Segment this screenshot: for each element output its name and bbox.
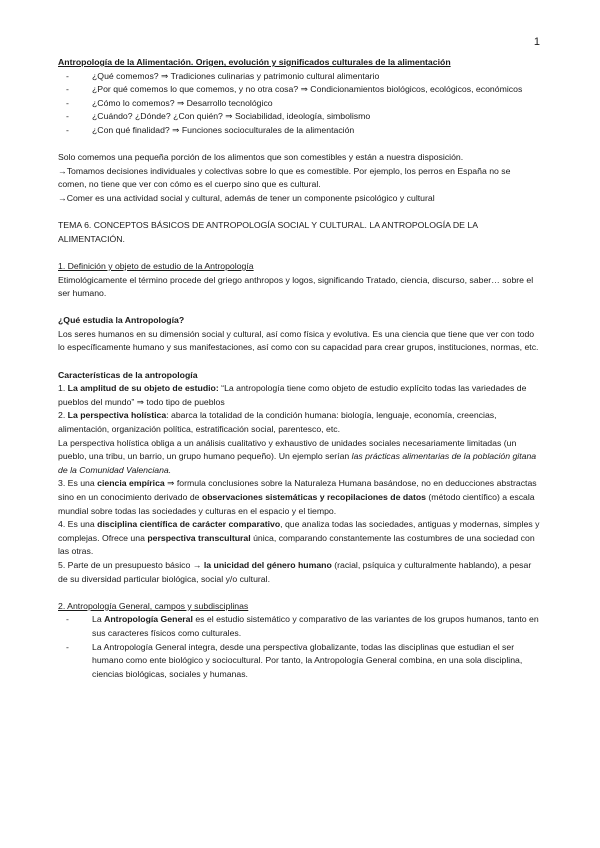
item-text: La [92,614,102,625]
characteristic-5 [58,559,540,586]
item-text: (método científico) a escala mundial sobre todas las sociedades y culturas en el espacio y el tiempo. [58,492,535,516]
item-text: “La antropología tiene como objeto de estudio explícito todas las variedades de pueblos del mundo” ⇒ todo tipo de pueblos [58,383,527,407]
item-text: 3. Es una [58,478,95,489]
intro-paragraph: →Tomamos decisiones individuales y colectivas sobre lo que es comestible. Por ejemplo, los perros en España no se comen, no tiene que ver con cómo es el cuerpo sino que es cultural. [58,165,511,190]
item-text: La perspectiva holística obliga a un análisis cualitativo y exhaustivo de unidades sociales necesariamente limitadas (un pueblo, una tribu, un barrio, un grupo humano pequeño). Un ejemplo serían [58,437,517,462]
document-title: Antropología de la Alimentación. Origen, evolución y significados culturales de la alimentación [58,57,451,67]
bold-term: perspectiva transcultural [147,532,251,543]
item-text: ⇒ formula conclusiones sobre la Naturaleza Humana basándose, no en deducciones abstractas sino en un conocimiento derivado de [58,478,537,502]
characteristic-2-detail [58,437,540,478]
item-number: 2. [58,410,66,421]
bold-term: Antropología General [104,614,193,625]
characteristic-4 [58,518,540,559]
page-content [58,56,540,681]
item-text: 5. Parte de un presupuesto básico → [58,559,202,570]
intro-paragraph: Solo comemos una pequeña porción de los alimentos que son comestibles y están a nuestra disposición. [58,152,464,163]
bold-term: disciplina científica de carácter comparativo [97,519,281,530]
characteristics-heading: Características de la antropología [58,369,198,380]
item-text: (racial, psíquica y culturalmente hablando), a pesar de su diversidad particular biológica, social y/o cultural. [58,559,532,584]
questions-list [58,70,540,138]
list-item: - ¿Con qué finalidad? ⇒ Funciones socioculturales de la alimentación [58,124,540,138]
characteristic-2 [58,409,540,436]
list-item: - ¿Cuándo? ¿Dónde? ¿Con quién? ⇒ Sociabilidad, ideología, simbolismo [58,110,540,124]
bold-term: ciencia empírica [97,478,165,489]
section-2-heading: 2. Antropología General, campos y subdisciplinas [58,600,249,611]
characteristic-3 [58,477,540,518]
page-number: 1 [533,36,540,48]
section-1-text: Etimológicamente el término procede del griego anthropos y logos, significando Tratado, ciencia, discurso, saber… sobre el ser humano. [58,274,534,299]
item-text: única, comparando constantemente las costumbres de una sociedad con las otras. [58,532,535,557]
tema-heading: TEMA 6. CONCEPTOS BÁSICOS DE ANTROPOLOGÍA SOCIAL Y CULTURAL. LA ANTROPOLOGÍA DE LA ALIMENTACIÓN. [58,220,478,244]
list-item [58,613,540,640]
italic-example: las prácticas alimentarias de la población gitana de la Comunidad Valenciana. [58,451,537,475]
item-text: , que analiza todas las sociedades, antiguas y modernas, simples y complejas. Ofrece una [58,519,540,543]
list-item: - ¿Cómo lo comemos? ⇒ Desarrollo tecnológico [58,97,540,111]
item-text: 4. Es una [58,519,95,530]
bold-term: la unicidad del género humano [203,559,332,570]
item-number: 1. [58,383,66,394]
section-1-heading: 1. Definición y objeto de estudio de la Antropología [58,260,254,271]
item-text: es el estudio sistemático y comparativo de las variantes de los grupos humanos, tanto en sus caracteres físicos como culturales. [92,614,539,638]
section-2-list [58,613,540,681]
bold-term: La [67,410,78,421]
list-item: - La Antropología General integra, desde una perspectiva globalizante, todas las disciplinas que estudian el ser humano como ente biológico y sociocultural. Por tanto, la Antropología General combina, en una sola disciplina, ciencias biológicas, sociales y humanas. [58,641,540,682]
list-item: - ¿Por qué comemos lo que comemos, y no otra cosa? ⇒ Condicionamientos biológicos, ecológicos, económicos [58,83,540,97]
bold-term: observaciones sistemáticas y recopilaciones de datos [201,492,426,502]
list-item: - ¿Qué comemos? ⇒ Tradiciones culinarias y patrimonio cultural alimentario [58,70,540,84]
question-text: Los seres humanos en su dimensión social y cultural, así como física y evolutiva. Es una ciencia que tiene que ver con todo lo específicamente humano y sus manifestaciones, así como con su capacidad para crear grupos, instituciones, normas, etc. [58,328,539,353]
question-heading: ¿Qué estudia la Antropología? [58,315,185,326]
intro-paragraph: →Comer es una actividad social y cultural, además de tener un componente psicológico y cultural [58,192,435,203]
bold-term: La amplitud de su objeto de estudio: [67,383,219,394]
bold-term: perspectiva holística [80,410,167,421]
characteristic-1 [58,382,540,409]
item-text: : abarca la totalidad de la condición humana: biología, lenguaje, economía, creencias, alimentación, organización política, estratificación social, parentesco, etc. [58,410,497,435]
